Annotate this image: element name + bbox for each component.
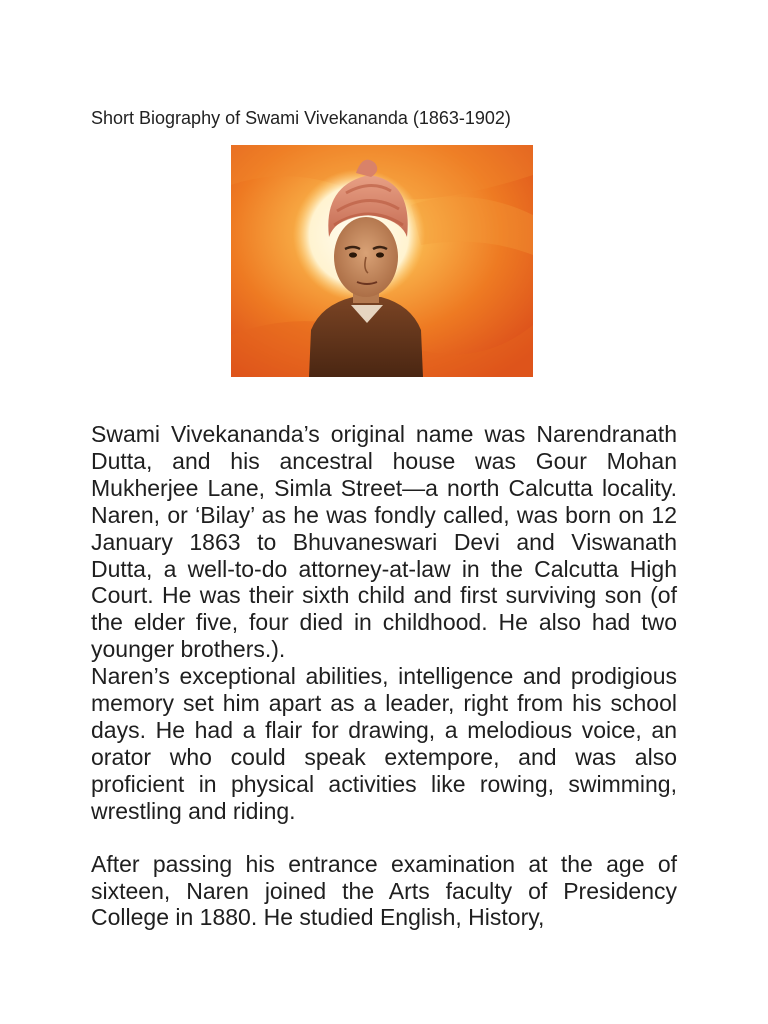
paragraph-early-life: Swami Vivekananda’s original name was Narendranath Dutta, and his ancestral house was Gour Mohan Mukherjee Lane, Simla Street—a north Calcutta locality. Naren, or ‘Bilay’ as he was fondly called, was born on 12 January 1863 to Bhuvaneswari Devi and Viswanath Dutta, a well-to-do attorney-at-law in the Calcutta High Court. He was their sixth child and first surviving son (of the elder five, four died in childhood. He also had two younger brothers.). bbox=[91, 421, 677, 663]
paragraph-abilities: Naren’s exceptional abilities, intelligence and prodigious memory set him apart as a leader, right from his school days. He had a flair for drawing, a melodious voice, an orator who could speak extempore, and was also proficient in physical activities like rowing, swimming, wrestling and riding. bbox=[91, 663, 677, 824]
biography-body bbox=[91, 421, 677, 931]
paragraph-education: After passing his entrance examination at the age of sixteen, Naren joined the Arts faculty of Presidency College in 1880. He studied English, History, bbox=[91, 850, 677, 931]
swami-vivekananda-portrait bbox=[231, 145, 533, 377]
document-title: Short Biography of Swami Vivekananda (1863-1902) bbox=[91, 108, 511, 128]
